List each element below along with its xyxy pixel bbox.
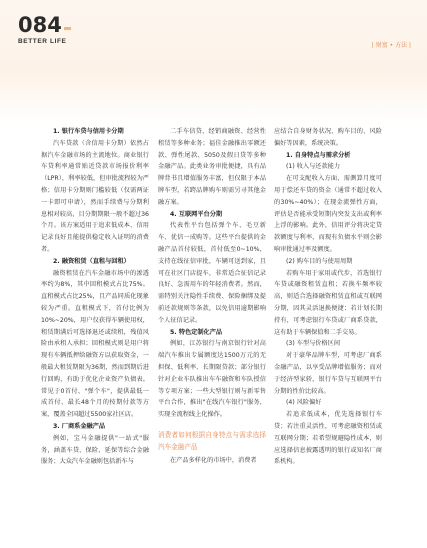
sub-item-heading: (3) 车型与价格区间: [286, 340, 341, 348]
subsection-heading: 2. 融资租赁（直租与回租）: [53, 257, 130, 265]
header-band: [0, 0, 427, 122]
subsection-heading: 1. 银行车贷与信用卡分期: [53, 128, 124, 135]
paragraph: 汽车贷款（含信用卡分期）依然占据汽车金融市场的主流地位。商业银行车贷利率通常贴近贷款市场报价利率（LPR），利率较低，但审批流程较为严格；信用卡分期则门槛较低（仅需两证一卡即可申请），然而手续费与分期利息相对较高，目分期期限一般不超过36个月。该方案适用于追求低成本、信用记录良好且能提供稳定收入证明的消费者。: [41, 139, 149, 253]
paragraph: 例如，江苏银行与南京银行针对高端汽车推出专属额度达1500万元的无担保、低利率、长期限贷款；部分银行针对企业车队推出车车融资和车队授信等专项方案；一些大型银行则与新零售平台合作，推出"在线汽车银行"服务，实现全流程线上化操作。: [158, 340, 266, 419]
page-number-accent: [64, 27, 71, 30]
article-column-3: [274, 126, 382, 468]
subsection-heading: 5. 特色定制化产品: [170, 328, 223, 336]
paragraph: 在产品多样化的市场中，消费者: [170, 456, 257, 464]
paragraph: 若购车用于家用或代步，首选银行车贷或融资租赁直租；若换车频率较高，则适合选择融资租赁直租或互联网分期，因其灵活退换便捷；若计划长期持有，可考虑银行车贷或厂商系贷款，这有助于车辆保值和二手交易。: [274, 269, 382, 336]
sub-item-heading: (1) 收入与还款能力: [286, 163, 341, 171]
article-column-2: [158, 126, 266, 467]
paragraph: 应结合自身财务状况、购车目的、风险偏好等因素，系统决策。: [274, 128, 382, 147]
paragraph: 代表性平台包括弹个车、毛豆新车、优信一成购等。这些平台提供的金融产品首付较低，首付低至0~10%，支持在线征信审批，车辆可送到家，且可在社区门店提车，非常适合征信记录良好、急需用车的年轻消费者。然而，需特别关注隐性手续费、保险捆绑及提前还款规则等条款，以免信用逾期影响个人征信记录。: [158, 222, 266, 324]
paragraph: 在可支配收入方面，需测算月度可用于偿还车贷的资金（通常不超过收入的30%~40%）；在现金流弹性方面，评估是否能承受短期内突发支出或利率上浮的影响。此外，信用评分将决定贷款额度与利率，而现有负债水平则会影响审批通过率及额度。: [274, 175, 382, 253]
paragraph: 若追求低成本，优先选择银行车贷；若注重灵活性，可考虑融资租赁或互联网分期；若希望规避隐性成本，则应选择信息披露透明的银行或知名厂商系机构。: [274, 411, 382, 466]
sub-item-heading: (2) 购车目的与使用周期: [286, 257, 353, 265]
sub-item-heading: (4) 风险偏好: [286, 399, 322, 407]
section-tag: | 财富 • 方法 |: [371, 42, 411, 49]
article-column-1: [41, 126, 149, 468]
paragraph: 对于豪华品牌车型，可考虑厂商系金融产品，以享受品牌增值服务；而对于经济型家轿，银行车贷与互联网平台分期的性价比较高。: [274, 352, 382, 395]
paragraph: 二手车信贷、经销商融资、经营性租赁等多种业务；福佳金融推出零额还款、弹性尾款、5050及假日贷等多种金融产品。此类业务审批便捷，具有品牌背书且增值服务丰富，但仅限于本品牌车型，若跨品牌购车则需另寻其他金融方案。: [158, 128, 266, 206]
brand-name: BETTER LIFE: [18, 38, 67, 45]
paragraph: 例如，宝马金融提供"一站式"服务，涵盖车贷、保险、延保等综合金融服务；大众汽车金融则包括新车与: [41, 434, 149, 466]
subsection-heading: 1. 自身特点与需求分析: [286, 151, 351, 159]
paragraph: 融资租赁在汽车金融市场中的渗透率约为8%，其中回租模式占比75%。直租模式占比25%，且产品同质化现象较为严重。直租模式下，首付比例为10%~20%，用户仅获得车辆使用权，租赁期满后可选择退还或续租，残值风险由承租人承担；回租模式则是用户将现有车辆抵押给融资方以获取资金，一般最大租赁期限为36期，然而到期后进行回购，有助于优化企业资产负债表。常见于0首付、"弹个车"，提供最低一成首付、最长48个月的按期付款等方案，覆盖全国超过5500家社区店。: [41, 269, 149, 419]
section-heading: 消费者如何根据自身特点与需求选择汽车金融产品: [158, 430, 266, 451]
subsection-heading: 4. 互联网平台分期: [170, 210, 223, 218]
subsection-heading: 3. 厂商系金融产品: [53, 422, 106, 430]
page-number: 084: [18, 13, 62, 37]
